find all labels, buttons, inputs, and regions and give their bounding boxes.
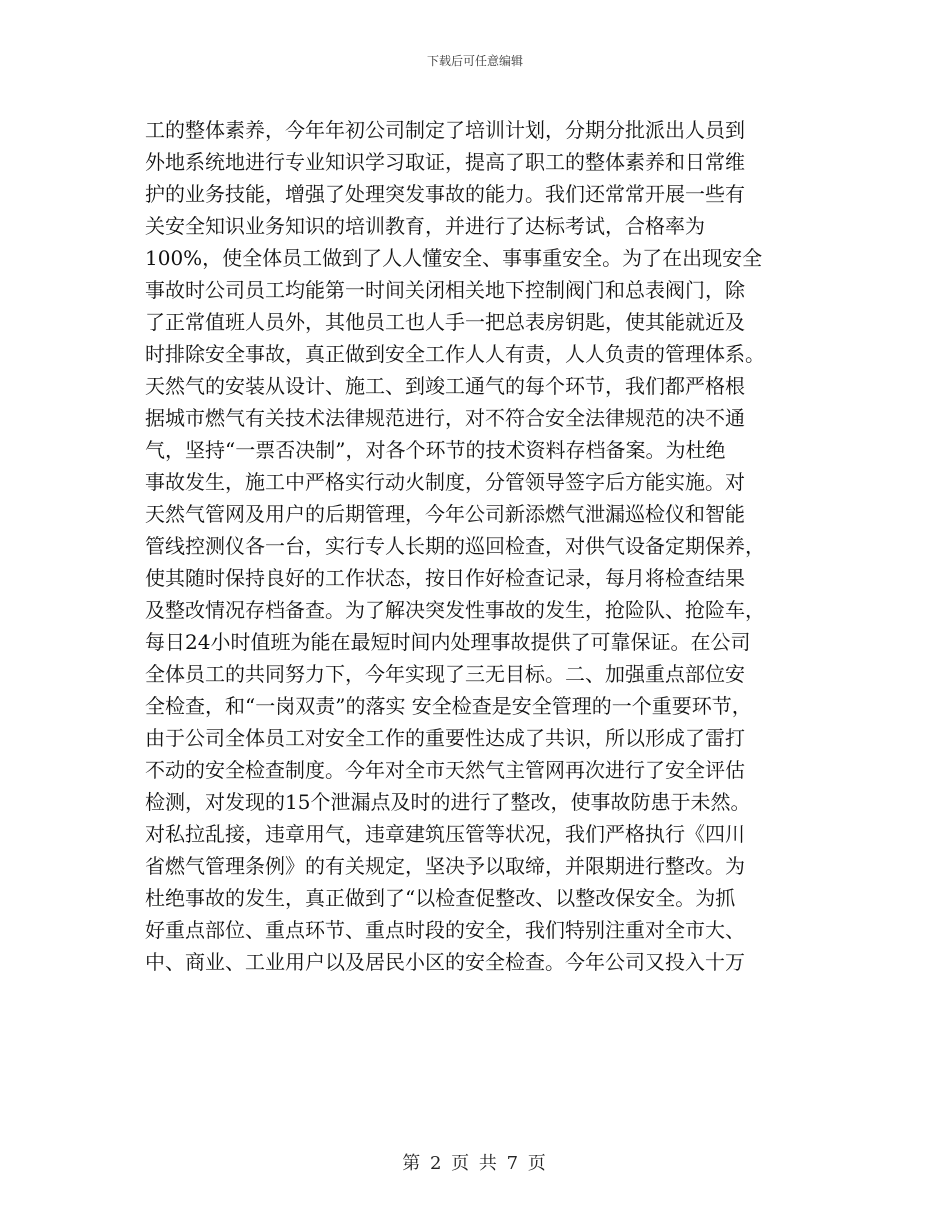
text-line: 好重点部位、重点环节、重点时段的安全，我们特别注重对全市大、 <box>145 918 745 942</box>
text-line: 每日24小时值班为能在最短时间内处理事故提供了可靠保证。在公司 <box>145 630 751 654</box>
text-line: 护的业务技能，增强了处理突发事故的能力。我们还常常开展一些有 <box>145 182 745 206</box>
text-line: 工的整体素养，今年年初公司制定了培训计划，分期分批派出人员到 <box>145 118 745 142</box>
text-line: 省燃气管理条例》的有关规定，坚决予以取缔，并限期进行整改。为 <box>145 854 745 878</box>
text-line: 事故发生，施工中严格实行动火制度，分管领导签字后方能实施。对 <box>145 470 745 494</box>
text-line: 了正常值班人员外，其他员工也人手一把总表房钥匙，使其能就近及 <box>145 310 745 334</box>
text-line: 管线控测仪各一台，实行专人长期的巡回检查，对供气设备定期保养， <box>145 534 765 558</box>
text-line: 使其随时保持良好的工作状态，按日作好检查记录，每月将检查结果 <box>145 566 745 590</box>
text-line: 据城市燃气有关技术法律规范进行，对不符合安全法律规范的决不通 <box>145 406 745 430</box>
text-line: 不动的安全检查制度。今年对全市天然气主管网再次进行了安全评估 <box>145 758 745 782</box>
text-line: 外地系统地进行专业知识学习取证，提高了职工的整体素养和日常维 <box>145 150 745 174</box>
text-line: 由于公司全体员工对安全工作的重要性达成了共识，所以形成了雷打 <box>145 726 745 750</box>
text-line: 全检查，和“一岗双责”的落实 安全检查是安全管理的一个重要环节， <box>145 694 752 718</box>
text-line: 全体员工的共同努力下，今年实现了三无目标。二、加强重点部位安 <box>145 662 745 686</box>
text-line: 气，坚持“一票否决制”，对各个环节的技术资料存档备案。为杜绝 <box>145 438 726 462</box>
body-text <box>145 114 825 978</box>
text-line: 100%，使全体员工做到了人人懂安全、事事重安全。为了在出现安全 <box>145 246 763 270</box>
text-line: 事故时公司员工均能第一时间关闭相关地下控制阀门和总表阀门，除 <box>145 278 745 302</box>
text-line: 时排除安全事故，真正做到安全工作人人有责，人人负责的管理体系。 <box>145 342 765 366</box>
page-footer: 第 2 页 共 7 页 <box>402 1153 548 1174</box>
text-line: 检测，对发现的15个泄漏点及时的进行了整改，使事故防患于未然。 <box>145 790 751 814</box>
text-line: 杜绝事故的发生，真正做到了“以检查促整改、以整改保安全。为抓 <box>145 886 736 910</box>
page-header: 下载后可任意编辑 <box>426 54 523 68</box>
text-line: 天然气的安装从设计、施工、到竣工通气的每个环节，我们都严格根 <box>145 374 745 398</box>
text-line: 及整改情况存档备查。为了解决突发性事故的发生，抢险队、抢险车， <box>145 598 765 622</box>
text-line: 对私拉乱接，违章用气，违章建筑压管等状况，我们严格执行《四川 <box>145 822 745 846</box>
text-line: 天然气管网及用户的后期管理，今年公司新添燃气泄漏巡检仪和智能 <box>145 502 745 526</box>
text-line: 关安全知识业务知识的培训教育，并进行了达标考试，合格率为 <box>145 214 705 238</box>
text-line: 中、商业、工业用户以及居民小区的安全检查。今年公司又投入十万 <box>145 950 745 974</box>
